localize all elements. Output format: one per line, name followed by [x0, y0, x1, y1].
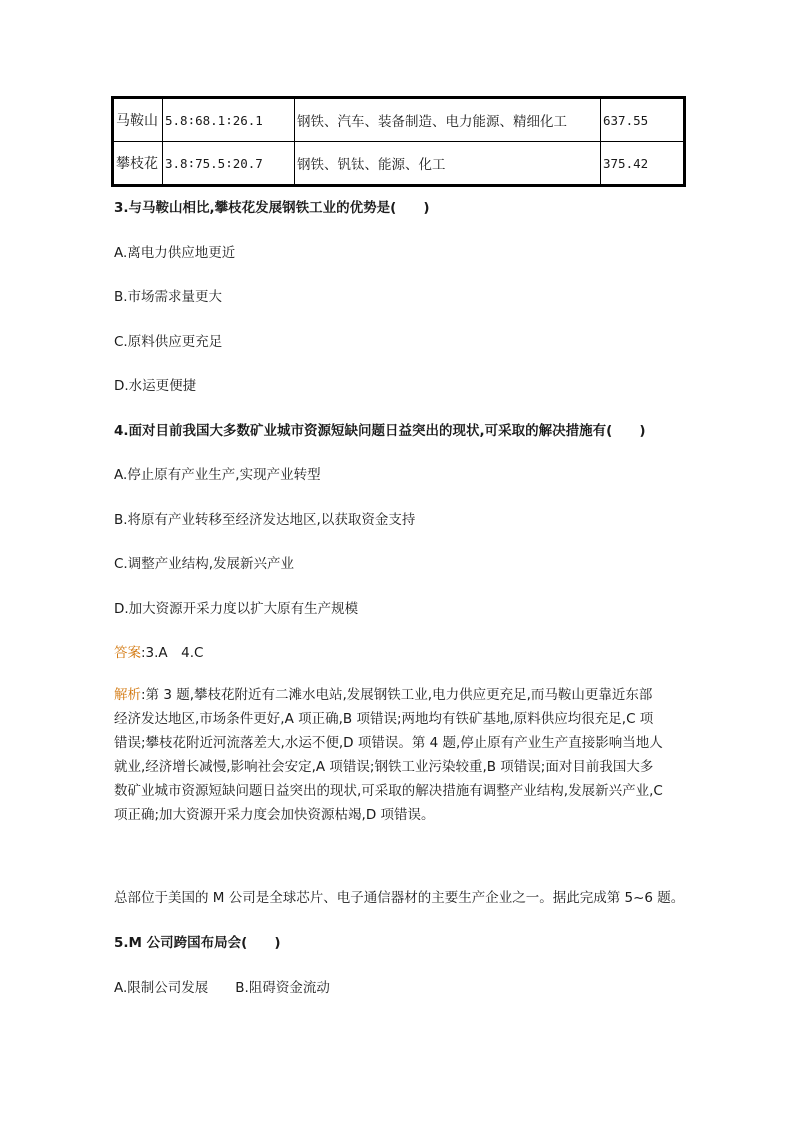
question-3-stem: 3.与马鞍山相比,攀枝花发展钢铁工业的优势是( ) — [114, 200, 430, 216]
question-4-option-c: C.调整产业结构,发展新兴产业 — [114, 556, 295, 572]
question-4-option-d: D.加大资源开采力度以扩大原有生产规模 — [114, 601, 359, 617]
value-cell: 637.55 — [601, 98, 685, 142]
question-3-option-d: D.水运更便捷 — [114, 378, 197, 394]
analysis-line: 经济发达地区,市场条件更好,A 项正确,B 项错误;两地均有铁矿基地,原料供应均很充足,C 项 — [114, 711, 654, 727]
industries-cell: 钢铁、钒钛、能源、化工 — [295, 142, 601, 186]
answer-label: 答案 — [114, 645, 141, 661]
section-intro: 总部位于美国的 M 公司是全球芯片、电子通信器材的主要生产企业之一。据此完成第 5~6 题。 — [114, 890, 685, 906]
question-3-option-c: C.原料供应更充足 — [114, 334, 223, 350]
question-5-options: A.限制公司发展 B.阻碍资金流动 — [114, 980, 330, 996]
answer-text: :3.A 4.C — [141, 645, 204, 661]
ratio-cell: 3.8∶75.5∶20.7 — [163, 142, 295, 186]
table-row — [113, 142, 685, 186]
analysis-label: 解析 — [114, 687, 141, 703]
city-cell: 攀枝花 — [113, 142, 163, 186]
value-cell: 375.42 — [601, 142, 685, 186]
city-industry-table — [111, 96, 686, 187]
question-3-option-b: B.市场需求量更大 — [114, 289, 223, 305]
answer-line — [114, 645, 686, 661]
question-3-option-a: A.离电力供应地更近 — [114, 245, 236, 261]
analysis-line: 数矿业城市资源短缺问题日益突出的现状,可采取的解决措施有调整产业结构,发展新兴产业,C — [114, 783, 663, 799]
industries-cell: 钢铁、汽车、装备制造、电力能源、精细化工 — [295, 98, 601, 142]
question-4-option-a: A.停止原有产业生产,实现产业转型 — [114, 467, 321, 483]
question-5-stem: 5.M 公司跨国布局会( ) — [114, 935, 281, 951]
analysis-line: 就业,经济增长减慢,影响社会安定,A 项错误;钢铁工业污染较重,B 项错误;面对目前我国大多 — [114, 759, 654, 775]
question-4-option-b: B.将原有产业转移至经济发达地区,以获取资金支持 — [114, 512, 416, 528]
analysis-line: 解析:第 3 题,攀枝花附近有二滩水电站,发展钢铁工业,电力供应更充足,而马鞍山更靠近东部 — [114, 687, 653, 703]
table-row — [113, 98, 685, 142]
analysis-line: 错误;攀枝花附近河流落差大,水运不便,D 项错误。第 4 题,停止原有产业生产直接影响当地人 — [114, 735, 663, 751]
analysis-line: 项正确;加大资源开采力度会加快资源枯竭,D 项错误。 — [114, 807, 435, 823]
analysis-paragraph — [114, 683, 686, 827]
question-4-stem: 4.面对目前我国大多数矿业城市资源短缺问题日益突出的现状,可采取的解决措施有( ) — [114, 423, 646, 439]
ratio-cell: 5.8∶68.1∶26.1 — [163, 98, 295, 142]
city-cell: 马鞍山 — [113, 98, 163, 142]
